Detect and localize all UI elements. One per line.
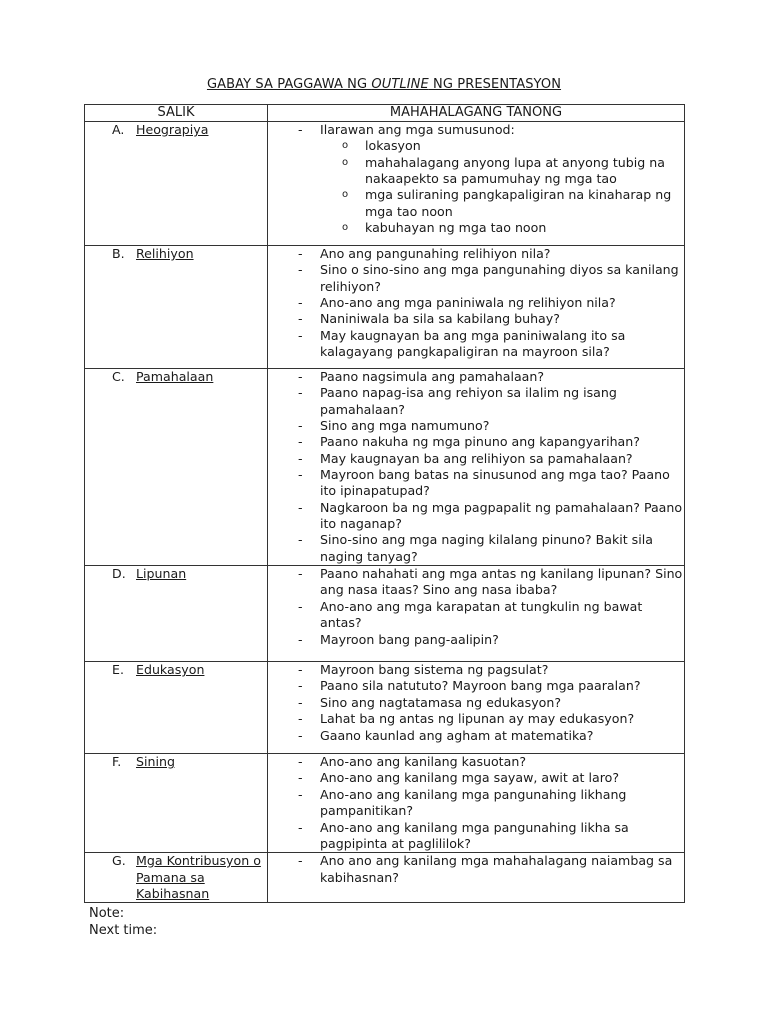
salik-letter: G. (112, 853, 126, 869)
question-text: Lahat ba ng antas ng lipunan ay may edukasyon? (320, 711, 635, 727)
table-body (85, 122, 685, 903)
question-item (298, 632, 684, 648)
questions-cell (268, 246, 685, 369)
question-list (268, 246, 684, 360)
dash-bullet-icon: - (298, 418, 303, 434)
salik-name: Pamahalaan (136, 369, 214, 384)
sub-item (342, 187, 684, 220)
question-item (298, 662, 684, 678)
salik-name: Heograpiya (136, 122, 209, 137)
page-title (0, 77, 768, 92)
table-row (85, 122, 685, 246)
sub-item-list (268, 138, 684, 236)
question-text: Mayroon bang batas na sinusunod ang mga tao? Paano ito ipinapatupad? (320, 467, 670, 499)
question-text: Mayroon bang sistema ng pagsulat? (320, 662, 549, 678)
question-list (268, 122, 684, 138)
question-item (298, 787, 684, 820)
dash-bullet-icon: - (298, 694, 303, 710)
question-item (298, 122, 684, 138)
dash-bullet-icon: - (298, 369, 303, 384)
dash-bullet-icon: - (298, 631, 303, 647)
question-text: Sino-sino ang mga naging kilalang pinuno? Bakit sila naging tanyag? (320, 532, 653, 564)
question-text: Naniniwala ba sila sa kabilang buhay? (320, 311, 560, 327)
question-text: Sino ang nagtatamasa ng edukasyon? (320, 694, 562, 710)
question-item (298, 246, 684, 262)
question-text: Ano ano ang kanilang mga mahahalagang naiambag sa kabihasnan? (320, 853, 673, 885)
salik-letter: D. (112, 566, 126, 582)
question-item (298, 566, 684, 599)
outline-table (84, 104, 685, 903)
sub-item (342, 155, 684, 188)
dash-bullet-icon: - (298, 385, 303, 401)
dash-bullet-icon: - (298, 711, 303, 727)
question-text: May kaugnayan ba ang mga paniniwalang ito sa kalagayang pangkapaligiran na mayroon sila? (320, 327, 626, 360)
dash-bullet-icon: - (298, 754, 303, 770)
questions-cell (268, 369, 685, 566)
circle-bullet-icon: o (342, 189, 349, 201)
dash-bullet-icon: - (298, 786, 303, 802)
question-item (298, 451, 684, 467)
question-item (298, 328, 684, 361)
question-item (298, 853, 684, 886)
question-item (298, 532, 684, 565)
note-label: Note: (89, 906, 125, 921)
question-list (268, 754, 684, 852)
question-item (298, 678, 684, 694)
question-item (298, 369, 684, 385)
dash-bullet-icon: - (298, 853, 303, 869)
questions-cell (268, 122, 685, 246)
header-salik: SALIK (85, 105, 268, 122)
dash-bullet-icon: - (298, 434, 303, 450)
question-text: Paano napag-isa ang rehiyon sa ilalim ng isang pamahalaan? (320, 385, 617, 417)
question-item (298, 599, 684, 632)
question-item (298, 770, 684, 786)
question-text: Nagkaroon ba ng mga pagpapalit ng pamahalaan? Paano ito naganap? (320, 499, 683, 532)
title-part-1: GABAY SA PAGGAWA NG (206, 77, 372, 92)
question-item (298, 311, 684, 327)
dash-bullet-icon: - (298, 678, 303, 694)
salik-letter: C. (112, 369, 125, 384)
dash-bullet-icon: - (298, 499, 303, 515)
salik-letter: A. (112, 122, 125, 137)
question-text: Gaano kaunlad ang agham at matematika? (320, 727, 594, 743)
dash-bullet-icon: - (298, 122, 303, 137)
dash-bullet-icon: - (298, 262, 303, 278)
question-text: Paano sila natututo? Mayroon bang mga paaralan? (320, 678, 641, 694)
circle-bullet-icon: o (342, 140, 349, 152)
table-row (85, 246, 685, 369)
question-item (298, 467, 684, 500)
table-row (85, 853, 685, 903)
question-text: Mayroon bang pang-aalipin? (320, 631, 499, 647)
question-item (298, 295, 684, 311)
salik-letter: F. (112, 754, 122, 770)
question-item (298, 418, 684, 434)
question-text: Ano-ano ang mga karapatan at tungkulin ng bawat antas? (320, 598, 643, 631)
table-row (85, 662, 685, 754)
salik-name: Edukasyon (136, 662, 205, 678)
dash-bullet-icon: - (298, 295, 303, 311)
salik-cell (85, 662, 268, 754)
question-list (268, 566, 684, 648)
question-text: Ano ang pangunahing relihiyon nila? (320, 246, 551, 261)
dash-bullet-icon: - (298, 770, 303, 786)
dash-bullet-icon: - (298, 246, 303, 261)
questions-cell (268, 662, 685, 754)
question-text: Sino ang mga namumuno? (320, 418, 490, 434)
question-item (298, 728, 684, 744)
question-text: Sino o sino-sino ang mga pangunahing diyos sa kanilang relihiyon? (320, 262, 679, 294)
table-row (85, 566, 685, 662)
dash-bullet-icon: - (298, 819, 303, 835)
question-list (268, 662, 684, 744)
question-item (298, 695, 684, 711)
table-row (85, 754, 685, 853)
sub-item (342, 220, 684, 236)
salik-name: Relihiyon (136, 246, 194, 261)
title-part-2: NG PRESENTASYON (428, 77, 562, 92)
circle-bullet-icon: o (342, 222, 349, 234)
header-mahahalagang-tanong: MAHAHALAGANG TANONG (268, 105, 685, 122)
question-text: Paano nahahati ang mga antas ng kanilang lipunan? Sino ang nasa itaas? Sino ang nasa ibaba? (320, 566, 683, 598)
questions-cell (268, 566, 685, 662)
table-header-row (85, 105, 685, 122)
questions-cell (268, 754, 685, 853)
questions-cell (268, 853, 685, 903)
question-text: May kaugnayan ba ang relihiyon sa pamahalaan? (320, 450, 633, 466)
dash-bullet-icon: - (298, 311, 303, 327)
question-text: Ano-ano ang kanilang mga sayaw, awit at laro? (320, 770, 620, 786)
salik-cell (85, 246, 268, 369)
question-list (268, 853, 684, 886)
salik-name: Mga Kontribusyon o Pamana sa Kabihasnan (136, 853, 261, 901)
question-text: Ano-ano ang kanilang kasuotan? (320, 754, 527, 770)
salik-letter: E. (112, 662, 124, 678)
salik-cell (85, 369, 268, 566)
dash-bullet-icon: - (298, 532, 303, 548)
dash-bullet-icon: - (298, 467, 303, 483)
notes-section (89, 905, 157, 939)
dash-bullet-icon: - (298, 450, 303, 466)
question-text: Ano-ano ang kanilang mga pangunahing likhang pampanitikan? (320, 786, 627, 819)
title-italic: OUTLINE (371, 77, 429, 92)
table-row (85, 369, 685, 566)
next-time-label: Next time: (89, 923, 158, 938)
sub-item-text: mahahalagang anyong lupa at anyong tubig na nakaapekto sa pamumuhay ng mga tao (365, 154, 665, 187)
salik-cell (85, 853, 268, 903)
question-text: Paano nakuha ng mga pinuno ang kapangyarihan? (320, 434, 640, 450)
question-item (298, 711, 684, 727)
dash-bullet-icon: - (298, 727, 303, 743)
dash-bullet-icon: - (298, 662, 303, 678)
sub-item (342, 138, 684, 154)
sub-item-text: mga suliraning pangkapaligiran na kinaharap ng mga tao noon (365, 187, 672, 219)
question-text: Ilarawan ang mga sumusunod: (320, 122, 515, 137)
question-item (298, 820, 684, 853)
question-item (298, 385, 684, 418)
dash-bullet-icon: - (298, 327, 303, 343)
question-text: Ano-ano ang kanilang mga pangunahing likha sa pagpipinta at paglililok? (320, 819, 629, 851)
salik-cell (85, 754, 268, 853)
question-text: Ano-ano ang mga paniniwala ng relihiyon nila? (320, 295, 616, 311)
sub-item-text: kabuhayan ng mga tao noon (365, 220, 547, 236)
dash-bullet-icon: - (298, 566, 303, 582)
question-list (268, 369, 684, 565)
salik-name: Lipunan (136, 566, 187, 582)
question-item (298, 434, 684, 450)
question-text: Paano nagsimula ang pamahalaan? (320, 369, 545, 384)
salik-letter: B. (112, 246, 125, 261)
salik-cell (85, 122, 268, 246)
sub-item-text: lokasyon (365, 138, 421, 154)
salik-name: Sining (136, 754, 175, 770)
salik-cell (85, 566, 268, 662)
question-item (298, 262, 684, 295)
circle-bullet-icon: o (342, 156, 349, 168)
dash-bullet-icon: - (298, 598, 303, 614)
question-item (298, 754, 684, 770)
question-item (298, 500, 684, 533)
